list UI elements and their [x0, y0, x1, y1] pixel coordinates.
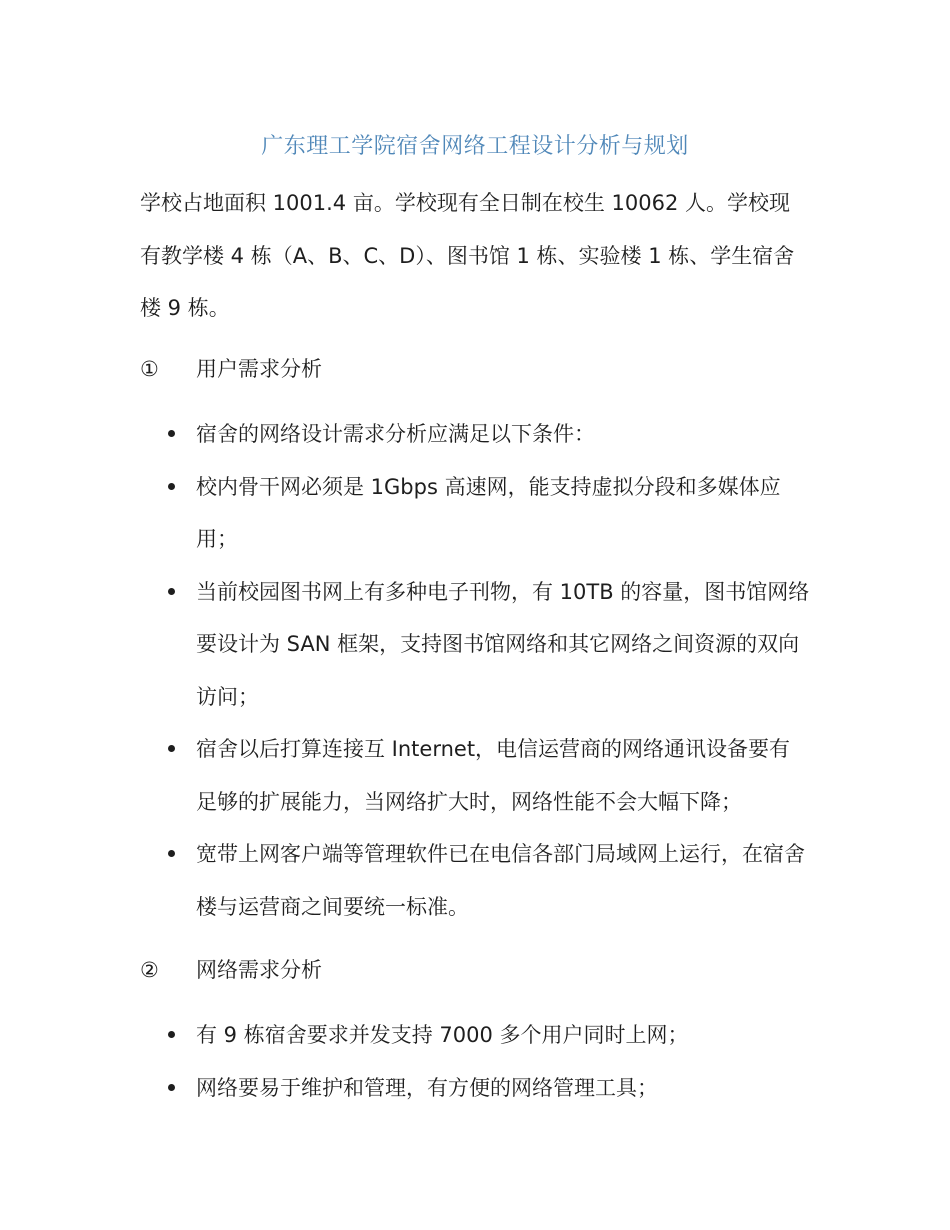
bullet-icon [168, 588, 175, 595]
section-heading-text: 网络需求分析 [196, 958, 322, 982]
list-item-text: 宿舍的网络设计需求分析应满足以下条件： [196, 422, 595, 446]
bullet-icon [168, 430, 175, 437]
bullet-list-user-requirements [0, 408, 950, 933]
bullet-icon [168, 745, 175, 752]
list-item [0, 828, 810, 933]
intro-paragraph: 学校占地面积 1001.4 亩。学校现有全日制在校生 10062 人。学校现有教学楼 4 栋（A、B、C、D）、图书馆 1 栋、实验楼 1 栋、学生宿舍楼 9 栋。 [140, 191, 795, 320]
section-heading-network-requirements [140, 955, 810, 985]
list-item [0, 408, 810, 461]
list-item-text: 宿舍以后打算连接互 Internet，电信运营商的网络通讯设备要有足够的扩展能力，当网络扩大时，网络性能不会大幅下降； [196, 737, 791, 814]
section-number: ② [140, 958, 159, 982]
list-item [0, 566, 810, 724]
document-title: 广东理工学院宿舍网络工程设计分析与规划 [261, 134, 689, 159]
bullet-icon [168, 1031, 175, 1038]
list-item-text: 有 9 栋宿舍要求并发支持 7000 多个用户同时上网； [196, 1023, 689, 1047]
bullet-icon [168, 850, 175, 857]
list-item [0, 1062, 810, 1115]
list-item-text: 当前校园图书网上有多种电子刊物，有 10TB 的容量，图书馆网络要设计为 SAN 框架，支持图书馆网络和其它网络之间资源的双向访问； [196, 579, 810, 709]
list-item-text: 网络要易于维护和管理，有方便的网络管理工具； [196, 1075, 658, 1100]
list-item-text: 校内骨干网必须是 1Gbps 高速网，能支持虚拟分段和多媒体应用； [196, 474, 781, 551]
list-item [0, 723, 810, 828]
list-item [0, 1009, 810, 1062]
bullet-icon [168, 1084, 175, 1091]
section-number: ① [140, 357, 159, 381]
list-item-text: 宽带上网客户端等管理软件已在电信各部门局域网上运行，在宿舍楼与运营商之间要统一标准。 [196, 842, 805, 919]
bullet-list-network-requirements [0, 1009, 950, 1114]
section-heading-text: 用户需求分析 [196, 357, 322, 381]
section-heading-user-requirements [140, 354, 810, 384]
bullet-icon [168, 483, 175, 490]
list-item [0, 461, 810, 566]
